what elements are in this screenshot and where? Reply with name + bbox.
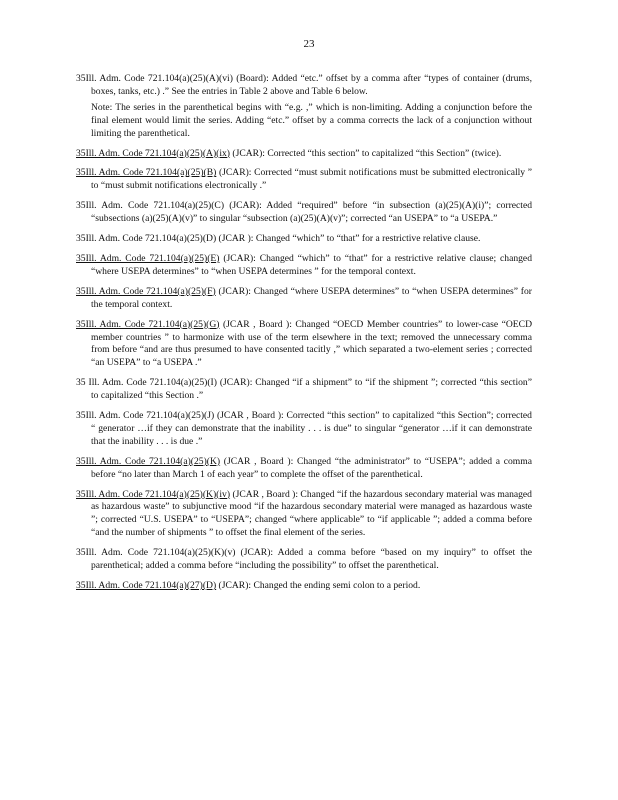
- entry-text: (Board): Added “etc.” offset by a comma after “types of container (drums, boxes, tanks, etc.) .” See the entries in Table 2 above and Table 6 below.: [91, 73, 532, 97]
- entry-paragraph: [76, 580, 532, 593]
- entry-paragraph: [76, 489, 532, 541]
- entry-citation: 35Ill. Adm. Code 721.104(a)(25)(A)(vi): [76, 73, 233, 84]
- entry-citation: 35Ill. Adm. Code 721.104(a)(25)(E): [76, 252, 220, 264]
- entry-paragraph: [76, 547, 532, 573]
- list-item: [76, 580, 532, 593]
- entry-text: (JCAR , Board ): Changed “the administrator” to “USEPA”; added a comma before “no later than March 1 of each year” to complete the offset of the parenthetical.: [91, 455, 532, 480]
- entry-text: (JCAR): Added a comma before “based on my inquiry” to offset the parenthetical; added a comma before “including the possibility” to offset the parenthetical.: [91, 547, 532, 572]
- entry-citation: 35Ill. Adm. Code 721.104(a)(25)(K)(v): [76, 547, 236, 559]
- list-item: [76, 200, 532, 226]
- list-item: [76, 319, 532, 371]
- entry-citation: 35Ill. Adm. Code 721.104(a)(25)(D): [76, 233, 217, 245]
- note: Note: The series in the parenthetical begins with “e.g. ,” which is non-limiting. Adding a conjunction before the final element would limit the series. Adding “etc.” offset by a comma corrects the lack of a conjunction without limiting the parenthetical.: [91, 101, 532, 139]
- entry-citation: 35Ill. Adm. Code 721.104(a)(25)(K)(iv): [76, 488, 231, 500]
- entry-paragraph: [76, 200, 532, 226]
- list-item: [76, 286, 532, 312]
- entry-paragraph: [76, 319, 532, 371]
- list-item: [76, 148, 532, 161]
- entry-paragraph: [76, 456, 532, 482]
- entry-paragraph: [76, 286, 532, 312]
- entry-citation: 35Ill. Adm. Code 721.104(a)(27)(D): [76, 580, 217, 591]
- list-item: [76, 377, 532, 403]
- entry-paragraph: [76, 377, 532, 403]
- entries-list: [76, 73, 532, 600]
- page-number: 23: [303, 38, 315, 50]
- entry-text: (JCAR): Changed “where USEPA determines” to “when USEPA determines” for the temporal context.: [91, 285, 532, 310]
- entry-citation: 35 Ill. Adm. Code 721.104(a)(25)(I): [76, 377, 217, 389]
- list-item: [76, 233, 532, 246]
- entry-text: (JCAR): Changed “which” to “that” for a restrictive relative clause; changed “where USEPA determines” to “when USEPA determines ” for the temporal context.: [91, 252, 532, 277]
- entry-text: (JCAR): Corrected “this section” to capitalized “this Section” (twice).: [230, 147, 502, 159]
- entry-paragraph: [76, 148, 532, 161]
- entry-citation: 35Ill. Adm. Code 721.104(a)(25)(C): [76, 200, 225, 212]
- entry-paragraph: [76, 167, 532, 193]
- list-item: [76, 489, 532, 541]
- list-item: [76, 253, 532, 279]
- list-item: [76, 456, 532, 482]
- entry-text: (JCAR , Board ): Corrected “this section” to capitalized “this Section”; corrected “ generator …if they can demonstrate that the inability . . . is due” to singular “generator …if it can demonstrate that the inability . . . is due .”: [91, 410, 532, 447]
- entry-paragraph: [76, 233, 532, 246]
- entry-citation: 35Ill. Adm. Code 721.104(a)(25)(J): [76, 410, 215, 422]
- list-item: [76, 410, 532, 449]
- entry-citation: 35Ill. Adm. Code 721.104(a)(25)(G): [76, 318, 220, 330]
- entry-citation: 35Ill. Adm. Code 721.104(a)(25)(B): [76, 167, 217, 179]
- entry-paragraph: [76, 73, 532, 99]
- list-item: [76, 73, 532, 141]
- entry-paragraph: [76, 410, 532, 449]
- entry-text: (JCAR , Board ): Changed “OECD Member countries” to lower-case “OECD member countries ” to harmonize with use of the term elsewhere in the text; removed the unnecessary comma from before “and are thus presumed to have consented tacitly ,” which separated a two-element series ; corrected “an USEPA” to “a USEPA .”: [91, 318, 532, 369]
- entry-citation: 35Ill. Adm. Code 721.104(a)(25)(F): [76, 285, 216, 297]
- entry-text: (JCAR): Changed the ending semi colon to a period.: [216, 580, 421, 591]
- entry-text: (JCAR , Board ): Changed “if the hazardous secondary material was managed as hazardous waste” to subjunctive mood “if the hazardous secondary material were managed as hazardous waste ”; corrected “U.S. USEPA” to “USEPA”; changed “where applicable” to “if applicable ”; added a comma before “and the number of shipments ” to offset the final element of the series.: [91, 488, 532, 539]
- list-item: [76, 167, 532, 193]
- entry-citation: 35Ill. Adm. Code 721.104(a)(25)(K): [76, 455, 221, 467]
- entry-text: (JCAR): Corrected “must submit notifications must be submitted electronically ” to “must submit notifications electronically .”: [91, 167, 532, 192]
- entry-text: (JCAR): Changed “if a shipment” to “if the shipment ”; corrected “this section” to capitalized “this Section .”: [91, 377, 532, 402]
- entry-citation: 35Ill. Adm. Code 721.104(a)(25)(A)(ix): [76, 147, 231, 159]
- entry-paragraph: [76, 253, 532, 279]
- entry-text: (JCAR): Added “required” before “in subsection (a)(25)(A)(i)”; corrected “subsections (a)(25)(A)(v)” to singular “subsection (a)(25)(A)(v)”; corrected “an USEPA” to “a USEPA.”: [91, 200, 532, 225]
- entry-text: (JCAR ): Changed “which” to “that” for a restrictive relative clause.: [216, 233, 481, 245]
- list-item: [76, 547, 532, 573]
